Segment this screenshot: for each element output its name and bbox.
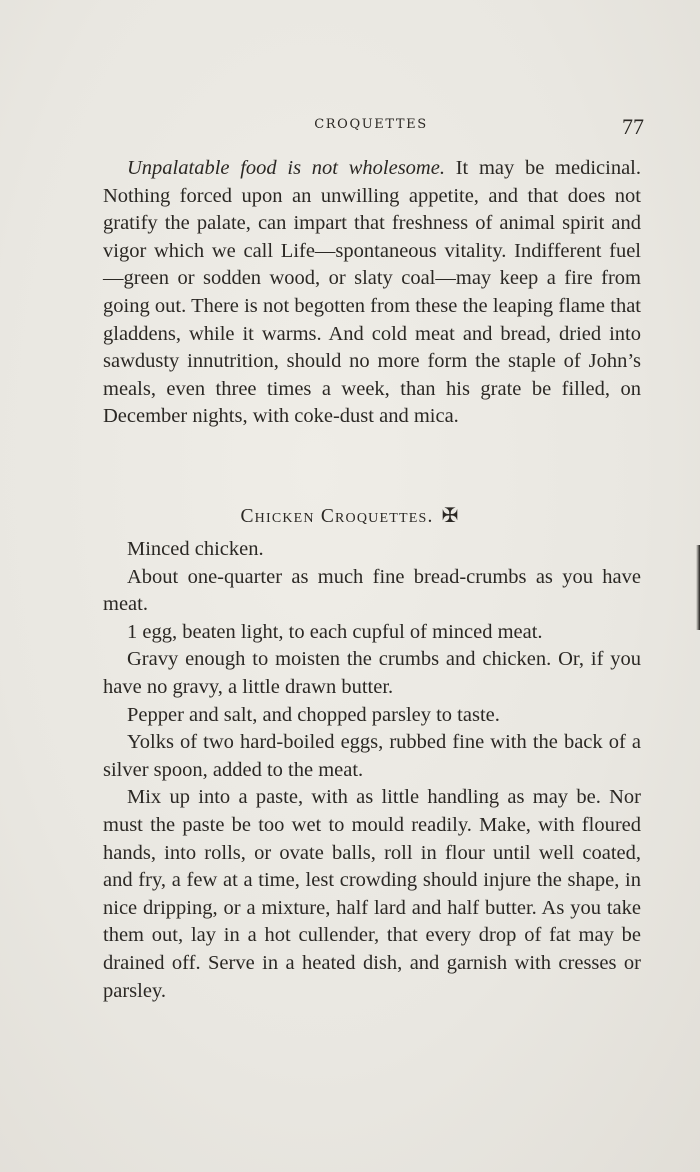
intro-lead: Unpalatable food is not wholesome. bbox=[127, 157, 445, 179]
recipe-body bbox=[103, 536, 641, 1005]
recipe-line: Gravy enough to moisten the crumbs and chicken. Or, if you have no gravy, a little drawn butter. bbox=[103, 648, 641, 698]
recipe-line: Minced chicken. bbox=[127, 538, 264, 560]
cross-ornament-icon: ✠ bbox=[441, 505, 460, 527]
recipe-title: Chicken Croquettes. bbox=[240, 506, 434, 527]
running-head bbox=[0, 116, 700, 138]
recipe-line: About one-quarter as much fine bread-crumbs as you have meat. bbox=[103, 565, 641, 616]
intro-paragraph bbox=[103, 155, 641, 431]
running-title: CROQUETTES bbox=[314, 117, 428, 132]
recipe-heading bbox=[0, 503, 700, 528]
recipe-line: Pepper and salt, and chopped parsley to taste. bbox=[127, 703, 500, 726]
page-number: 77 bbox=[622, 114, 644, 139]
recipe-line: 1 egg, beaten light, to each cupful of minced meat. bbox=[127, 620, 543, 643]
recipe-line: Yolks of two hard-boiled eggs, rubbed fine with the back of a silver spoon, added to the meat. bbox=[103, 731, 641, 781]
recipe-line: Mix up into a paste, with as little handling as may be. Nor must the paste be too wet to mould readily. Make, with floured hands, into rolls, or ovate balls, roll in flour until well coated, and fry, a few at a time, lest crowding should injure the shape, in nice dripping, or a mixture, half lard and half butter. As you take them out, lay in a hot cullender, that every drop of fat may be drained off. Serve in a heated dish, and garnish with cresses or parsley. bbox=[103, 786, 641, 1002]
page-edge-shadow bbox=[696, 545, 700, 630]
intro-body: It may be medicinal. Nothing forced upon an unwilling appetite, and that does not gratify the palate, can impart that freshness of animal spirit and vigor which we call Life—spontaneous vitality. Indifferent fuel—green or sodden wood, or slaty coal—may keep a fire from going out. There is not begotten from these the leaping flame that gladdens, while it warms. And cold meat and bread, dried into sawdusty innutrition, should no more form the staple of John’s meals, even three times a week, than his grate be filled, on December nights, with coke-dust and mica. bbox=[103, 157, 641, 428]
intro-text bbox=[103, 155, 641, 431]
